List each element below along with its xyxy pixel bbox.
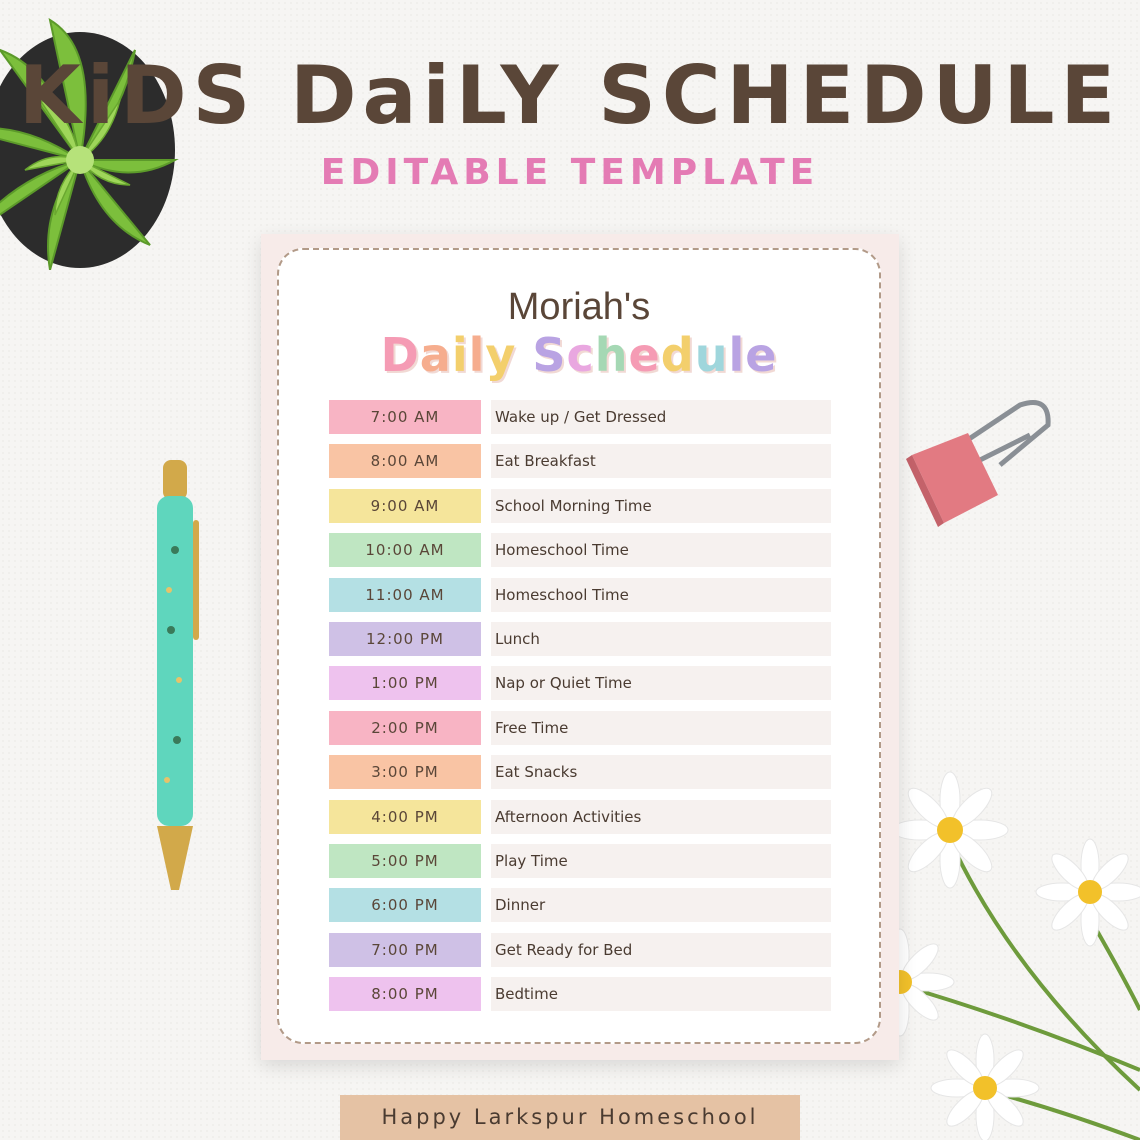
schedule-row (329, 400, 831, 434)
time-slot[interactable]: 2:00 PM (329, 711, 481, 745)
activity-field[interactable]: Homeschool Time (491, 533, 831, 567)
schedule-row (329, 844, 831, 878)
time-slot[interactable]: 11:00 AM (329, 578, 481, 612)
activity-field[interactable]: Eat Snacks (491, 755, 831, 789)
schedule-row (329, 933, 831, 967)
time-slot[interactable]: 6:00 PM (329, 888, 481, 922)
schedule-title-letter: y (485, 328, 517, 382)
time-slot[interactable]: 4:00 PM (329, 800, 481, 834)
time-slot[interactable]: 8:00 AM (329, 444, 481, 478)
schedule-row (329, 622, 831, 656)
schedule-row (329, 711, 831, 745)
activity-field[interactable]: Afternoon Activities (491, 800, 831, 834)
schedule-row (329, 489, 831, 523)
schedule-row (329, 444, 831, 478)
time-slot[interactable]: 12:00 PM (329, 622, 481, 656)
activity-field[interactable]: Wake up / Get Dressed (491, 400, 831, 434)
schedule-title-letter: e (628, 328, 661, 382)
time-slot[interactable]: 9:00 AM (329, 489, 481, 523)
pen-icon (135, 460, 215, 900)
activity-field[interactable]: Free Time (491, 711, 831, 745)
schedule-row (329, 666, 831, 700)
time-slot[interactable]: 8:00 PM (329, 977, 481, 1011)
brand-banner: Happy Larkspur Homeschool (340, 1095, 800, 1140)
schedule-row (329, 977, 831, 1011)
schedule-row (329, 533, 831, 567)
time-slot[interactable]: 1:00 PM (329, 666, 481, 700)
schedule-title-letter: l (728, 328, 746, 382)
time-slot[interactable]: 7:00 AM (329, 400, 481, 434)
activity-field[interactable]: Bedtime (491, 977, 831, 1011)
owner-name: Moriah's (507, 286, 651, 328)
schedule-row (329, 578, 831, 612)
schedule-card (277, 248, 881, 1044)
schedule-title-letter: h (594, 328, 629, 382)
activity-field[interactable]: Homeschool Time (491, 578, 831, 612)
main-title: KiDS DaiLY SCHEDULE (18, 49, 1122, 142)
activity-field[interactable]: Nap or Quiet Time (491, 666, 831, 700)
schedule-row (329, 755, 831, 789)
schedule-title-letter: S (532, 328, 567, 382)
schedule-row (329, 800, 831, 834)
activity-field[interactable]: Get Ready for Bed (491, 933, 831, 967)
activity-field[interactable]: School Morning Time (491, 489, 831, 523)
schedule-row (329, 888, 831, 922)
schedule-sheet (261, 234, 899, 1060)
subtitle: EDITABLE TEMPLATE (320, 152, 820, 193)
activity-field[interactable]: Dinner (491, 888, 831, 922)
schedule-title-letter: d (660, 328, 695, 382)
schedule-title-letter: l (468, 328, 486, 382)
schedule-title-letter: i (451, 328, 469, 382)
schedule-title (279, 328, 879, 383)
schedule-title-letter: a (419, 328, 452, 382)
binder-clip-icon (900, 395, 1060, 535)
activity-field[interactable]: Eat Breakfast (491, 444, 831, 478)
time-slot[interactable]: 3:00 PM (329, 755, 481, 789)
schedule-title-letter: e (745, 328, 778, 382)
schedule-title-letter: D (380, 328, 420, 382)
schedule-title-letter: u (694, 328, 729, 382)
activity-field[interactable]: Play Time (491, 844, 831, 878)
schedule-title-letter: c (566, 328, 595, 382)
time-slot[interactable]: 5:00 PM (329, 844, 481, 878)
time-slot[interactable]: 7:00 PM (329, 933, 481, 967)
time-slot[interactable]: 10:00 AM (329, 533, 481, 567)
activity-field[interactable]: Lunch (491, 622, 831, 656)
